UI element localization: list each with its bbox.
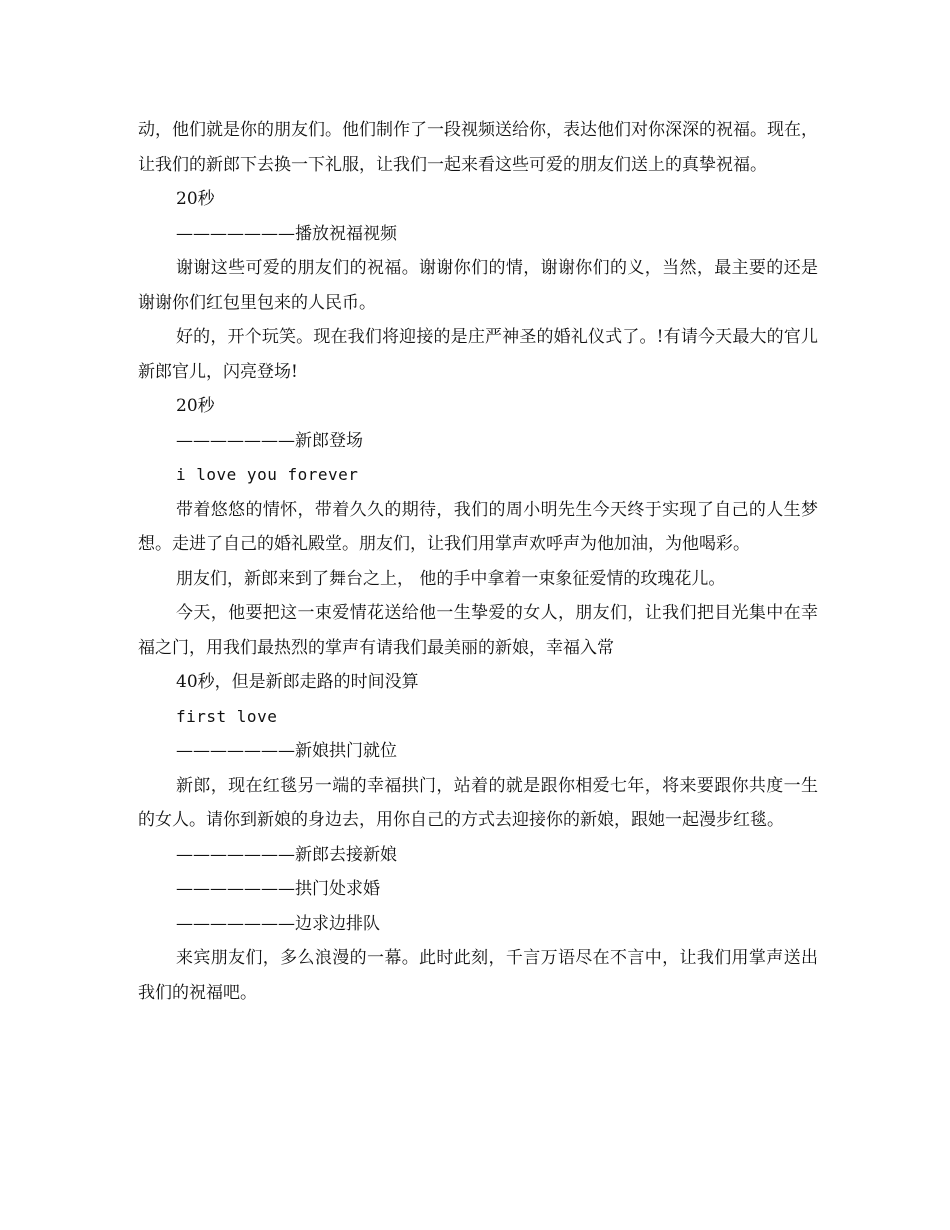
paragraph-8: i love you forever (176, 465, 359, 484)
paragraph-5: 好的，开个玩笑。现在我们将迎接的是庄严神圣的婚礼仪式了。!有请今天最大的官儿新郎官儿，闪亮登场! (138, 327, 818, 382)
paragraph-12: 40秒，但是新郎走路的时间没算 (176, 672, 419, 692)
document-body (138, 113, 818, 1010)
paragraph-13: first love (176, 706, 278, 726)
paragraph-17: ———————拱门处求婚 (176, 879, 380, 899)
paragraph-11: 今天，他要把这一束爱情花送给他一生挚爱的女人，朋友们，让我们把目光集中在幸福之门，用我们最热烈的掌声有请我们最美丽的新娘，幸福入常 (138, 603, 818, 658)
paragraph-15: 新郎，现在红毯另一端的幸福拱门，站着的就是跟你相爱七年，将来要跟你共度一生的女人。请你到新娘的身边去，用你自己的方式去迎接你的新娘，跟她一起漫步红毯。 (138, 775, 818, 830)
paragraph-6: 20秒 (176, 396, 215, 416)
paragraph-4: 谢谢这些可爱的朋友们的祝福。谢谢你们的情，谢谢你们的义，当然，最主要的还是谢谢你们红包里包来的人民币。 (138, 258, 818, 313)
paragraph-10: 朋友们，新郎来到了舞台之上， 他的手中拿着一束象征爱情的玫瑰花儿。 (176, 568, 726, 589)
paragraph-3: ———————播放祝福视频 (176, 223, 397, 244)
paragraph-18: ———————边求边排队 (176, 913, 380, 934)
paragraph-16: ———————新郎去接新娘 (176, 844, 397, 865)
paragraph-1: 动，他们就是你的朋友们。他们制作了一段视频送给你，表达他们对你深深的祝福。现在，让我们的新郎下去换一下礼服，让我们一起来看这些可爱的朋友们送上的真挚祝福。 (138, 120, 818, 175)
paragraph-9: 带着悠悠的情怀，带着久久的期待，我们的周小明先生今天终于实现了自己的人生梦想。走进了自己的婚礼殿堂。朋友们，让我们用掌声欢呼声为他加油，为他喝彩。 (138, 499, 818, 554)
paragraph-2: 20秒 (176, 189, 215, 209)
paragraph-14: ———————新娘拱门就位 (176, 741, 397, 761)
paragraph-7: ———————新郎登场 (176, 430, 363, 451)
paragraph-19: 来宾朋友们，多么浪漫的一幕。此时此刻，千言万语尽在不言中，让我们用掌声送出我们的祝福吧。 (138, 948, 818, 1003)
